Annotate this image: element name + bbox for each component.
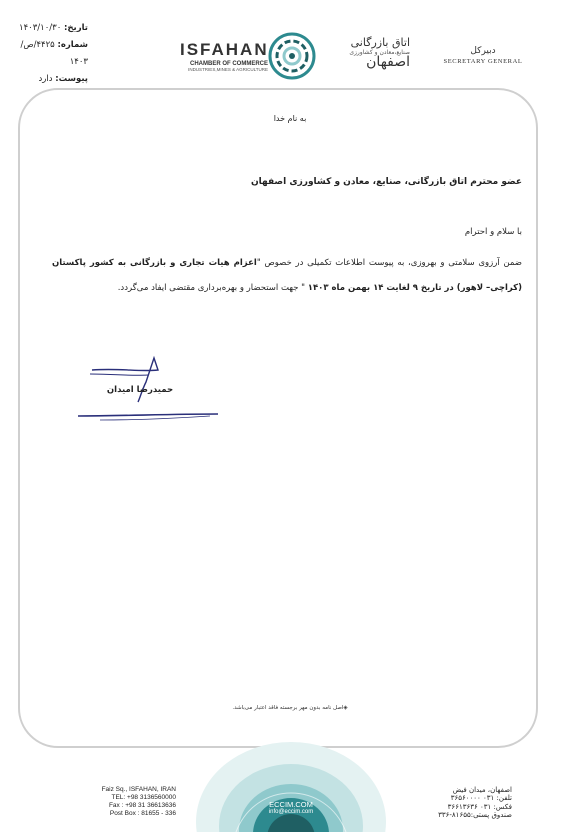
logo-en-line2: INDUSTRIES,MINES & AGRICULTURE [188, 67, 268, 72]
address-english [88, 786, 176, 818]
address-en-line: Post Box : 81655 - 336 [109, 810, 176, 817]
recipient: عضو محترم اتاق بازرگانی، صنایع، معادن و کشاورزی اصفهان [250, 177, 522, 187]
attachment-value: دارد [38, 74, 53, 84]
signatory-name: حمیدرضا امیدان [106, 385, 174, 395]
number-label: شماره: [57, 40, 88, 50]
number-value: ۴۴۲۵/ص/۱۴۰۳ [20, 40, 88, 67]
footer-web [256, 800, 326, 815]
logo-en-name: ISFAHAN [180, 40, 269, 59]
secretary-fa: دبیرکل [470, 46, 496, 56]
address-fa-line: اصفهان، میدان فیض [452, 786, 512, 794]
letter-paragraph [52, 251, 522, 301]
address-fa-line: تلفن: ۰۳۱ ۳۶۵۶۰۰۰۰ [450, 794, 512, 803]
logo-fa-line1: اتاق بازرگانی [350, 36, 410, 49]
letter-meta [8, 20, 88, 88]
seal-note: ◈اصل نامه بدون مهر برجسته فاقد اعتبار می‌باشد. [232, 705, 348, 711]
address-en-line: Faiz Sq., ISFAHAN, IRAN [101, 786, 176, 793]
date-label: تاریخ: [64, 23, 88, 33]
paragraph-part1: ضمن آرزوی سلامتی و بهروزی، به پیوست اطلاعات تکمیلی در خصوص " [256, 258, 522, 268]
chamber-emblem-icon [268, 32, 316, 80]
attachment-row [8, 71, 88, 88]
secretary-general-heading [428, 46, 538, 65]
paragraph-bold: اعزام هیات تجاری و بازرگانی به کشور پاکستان (کراچی– لاهور) در تاریخ ۹ لغایت ۱۴ بهمن ماه ۱۴۰۳ [52, 258, 522, 293]
address-persian [402, 786, 512, 820]
date-row [8, 20, 88, 37]
number-row [8, 37, 88, 71]
logo-persian [318, 36, 410, 70]
attachment-label: پیوست: [55, 74, 88, 84]
website[interactable]: ECCIM.COM [269, 800, 313, 809]
footer-emblem-graphic [196, 740, 386, 832]
logo-en-line1: CHAMBER OF COMMERCE [190, 61, 268, 67]
address-en-line: TEL: +98 3136560000 [111, 794, 176, 801]
address-fa-line: صندوق پستی:۸۱۶۵۵-۳۳۶ [438, 811, 512, 820]
basmala: به نام خدا [273, 114, 307, 123]
logo-english [180, 40, 268, 72]
logo-fa-line3: اصفهان [366, 54, 410, 70]
secretary-en: SECRETARY GENERAL [443, 58, 523, 65]
logo-fa-line2: صنایع،معادن و کشاورزی [349, 49, 410, 56]
paragraph-part2: " جهت استحضار و بهره‌برداری مقتضی ایفاد می‌گردد. [117, 283, 306, 293]
address-fa-line: فکس: ۰۳۱ ۳۶۶۱۳۶۳۶ [447, 802, 512, 811]
address-en-line: Fax : +98 31 36613636 [108, 802, 176, 809]
greeting: با سلام و احترام [464, 227, 522, 237]
email[interactable]: info@eccim.com [268, 809, 314, 815]
date-value: ۱۴۰۳/۱۰/۳۰ [19, 23, 62, 33]
